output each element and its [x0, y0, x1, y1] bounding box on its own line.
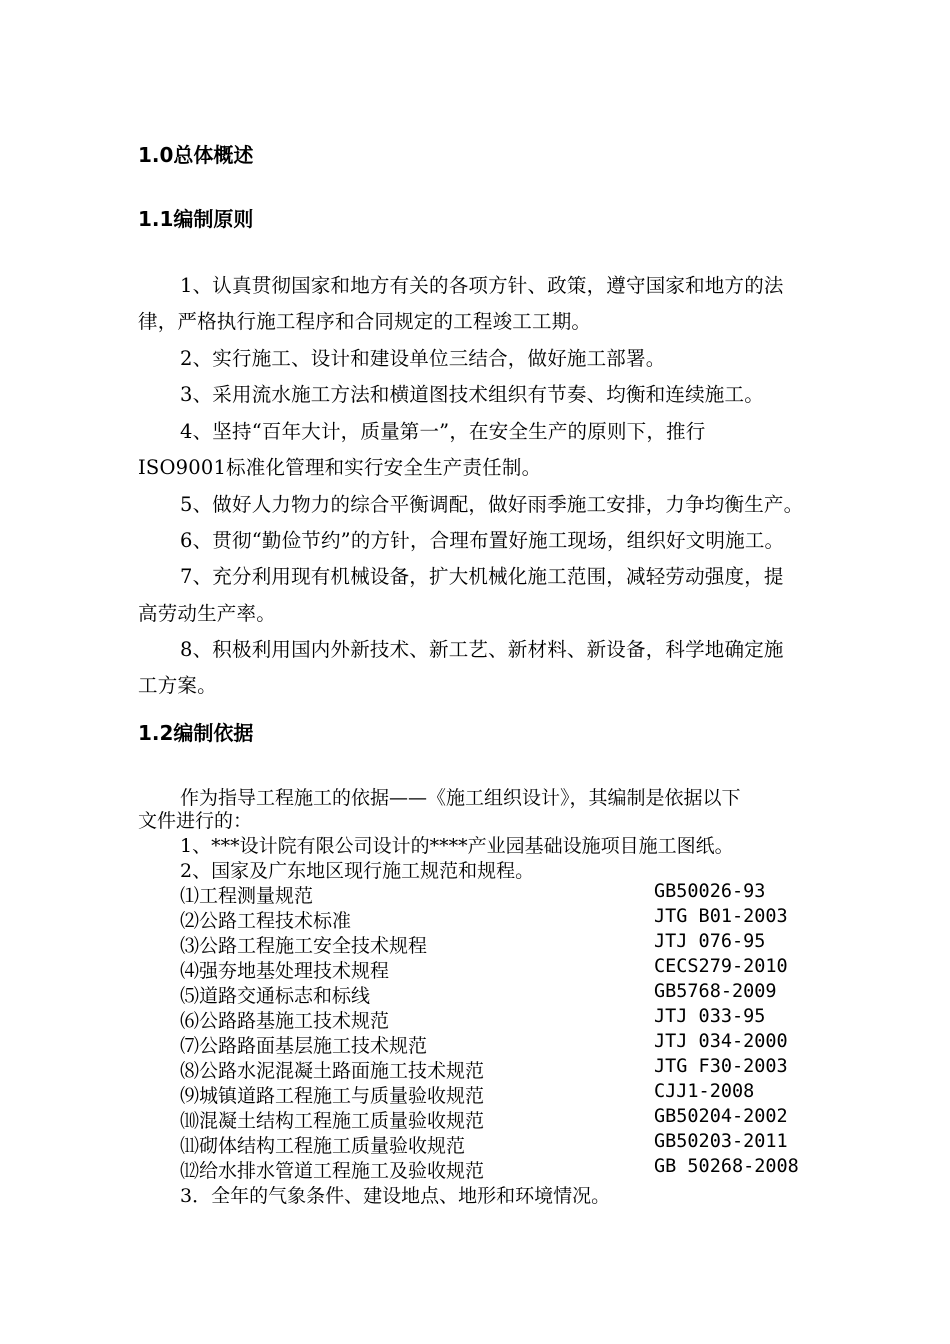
standard-row [180, 931, 820, 956]
basis-item-3: 3．全年的气象条件、建设地点、地形和环境情况。 [180, 1185, 611, 1207]
standard-row [180, 1106, 820, 1131]
principle-1-line2: 律，严格执行施工程序和合同规定的工程竣工工期。 [138, 310, 592, 333]
standard-name: ⑼城镇道路工程施工与质量验收规范 [180, 1085, 485, 1107]
standard-name: ⑺公路路面基层施工技术规范 [180, 1035, 428, 1057]
principle-5: 5、做好人力物力的综合平衡调配，做好雨季施工安排，力争均衡生产。 [180, 493, 804, 516]
standard-code: JTJ 033-95 [654, 1006, 766, 1027]
basis-item-1: 1、***设计院有限公司设计的****产业园基础设施项目施工图纸。 [180, 835, 734, 857]
standard-row [180, 956, 820, 981]
standard-row [180, 981, 820, 1006]
standard-code: GB50026-93 [654, 881, 766, 902]
principle-7-line2: 高劳动生产率。 [138, 602, 276, 625]
standard-name: ⑾砌体结构工程施工质量验收规范 [180, 1135, 466, 1157]
standard-name: ⑻公路水泥混凝土路面施工技术规范 [180, 1060, 485, 1082]
standard-code: JTG F30-2003 [654, 1056, 788, 1077]
standard-code: CECS279-2010 [654, 956, 788, 977]
standard-row [180, 881, 820, 906]
standard-name: ⑿给水排水管道工程施工及验收规范 [180, 1160, 485, 1182]
standard-row [180, 1131, 820, 1156]
standard-row [180, 1156, 820, 1181]
basis-item-2: 2、国家及广东地区现行施工规范和规程。 [180, 860, 535, 882]
standard-code: CJJ1-2008 [654, 1081, 755, 1102]
standard-code: GB5768-2009 [654, 981, 777, 1002]
heading-1-1: 1.1编制原则 [138, 207, 254, 231]
principle-2: 2、实行施工、设计和建设单位三结合，做好施工部署。 [180, 347, 666, 370]
standard-name: ⑹公路路基施工技术规范 [180, 1010, 390, 1032]
standard-row [180, 1056, 820, 1081]
standard-code: GB50204-2002 [654, 1106, 788, 1127]
standard-row [180, 1031, 820, 1056]
standard-row [180, 1006, 820, 1031]
principle-7-line1: 7、充分利用现有机械设备，扩大机械化施工范围，减轻劳动强度，提 [180, 565, 784, 588]
standard-name: ⑽混凝土结构工程施工质量验收规范 [180, 1110, 485, 1132]
standard-name: ⑵公路工程技术标准 [180, 910, 352, 932]
heading-1-0: 1.0总体概述 [138, 143, 254, 167]
standard-code: GB 50268-2008 [654, 1156, 799, 1177]
principle-8-line1: 8、积极利用国内外新技术、新工艺、新材料、新设备，科学地确定施 [180, 638, 784, 661]
standard-row [180, 906, 820, 931]
basis-intro-line2: 文件进行的： [138, 810, 253, 832]
standard-row [180, 1081, 820, 1106]
principle-4-line2: ISO9001标准化管理和实行安全生产责任制。 [138, 456, 542, 479]
standard-name: ⑷强夯地基处理技术规程 [180, 960, 390, 982]
basis-intro-line1: 作为指导工程施工的依据——《施工组织设计》，其编制是依据以下 [180, 787, 741, 809]
principle-1-line1: 1、认真贯彻国家和地方有关的各项方针、政策，遵守国家和地方的法 [180, 274, 784, 297]
heading-1-2: 1.2编制依据 [138, 721, 254, 745]
principle-4-line1: 4、坚持“百年大计，质量第一”，在安全生产的原则下，推行 [180, 420, 706, 443]
standard-code: JTG B01-2003 [654, 906, 788, 927]
principle-6: 6、贯彻“勤俭节约”的方针，合理布置好施工现场，组织好文明施工。 [180, 529, 785, 552]
standard-name: ⑶公路工程施工安全技术规程 [180, 935, 428, 957]
principle-3: 3、采用流水施工方法和横道图技术组织有节奏、均衡和连续施工。 [180, 383, 764, 406]
standard-code: GB50203-2011 [654, 1131, 788, 1152]
standard-name: ⑴工程测量规范 [180, 885, 314, 907]
standard-code: JTJ 076-95 [654, 931, 766, 952]
standard-code: JTJ 034-2000 [654, 1031, 788, 1052]
standard-name: ⑸道路交通标志和标线 [180, 985, 371, 1007]
principle-8-line2: 工方案。 [138, 674, 217, 697]
